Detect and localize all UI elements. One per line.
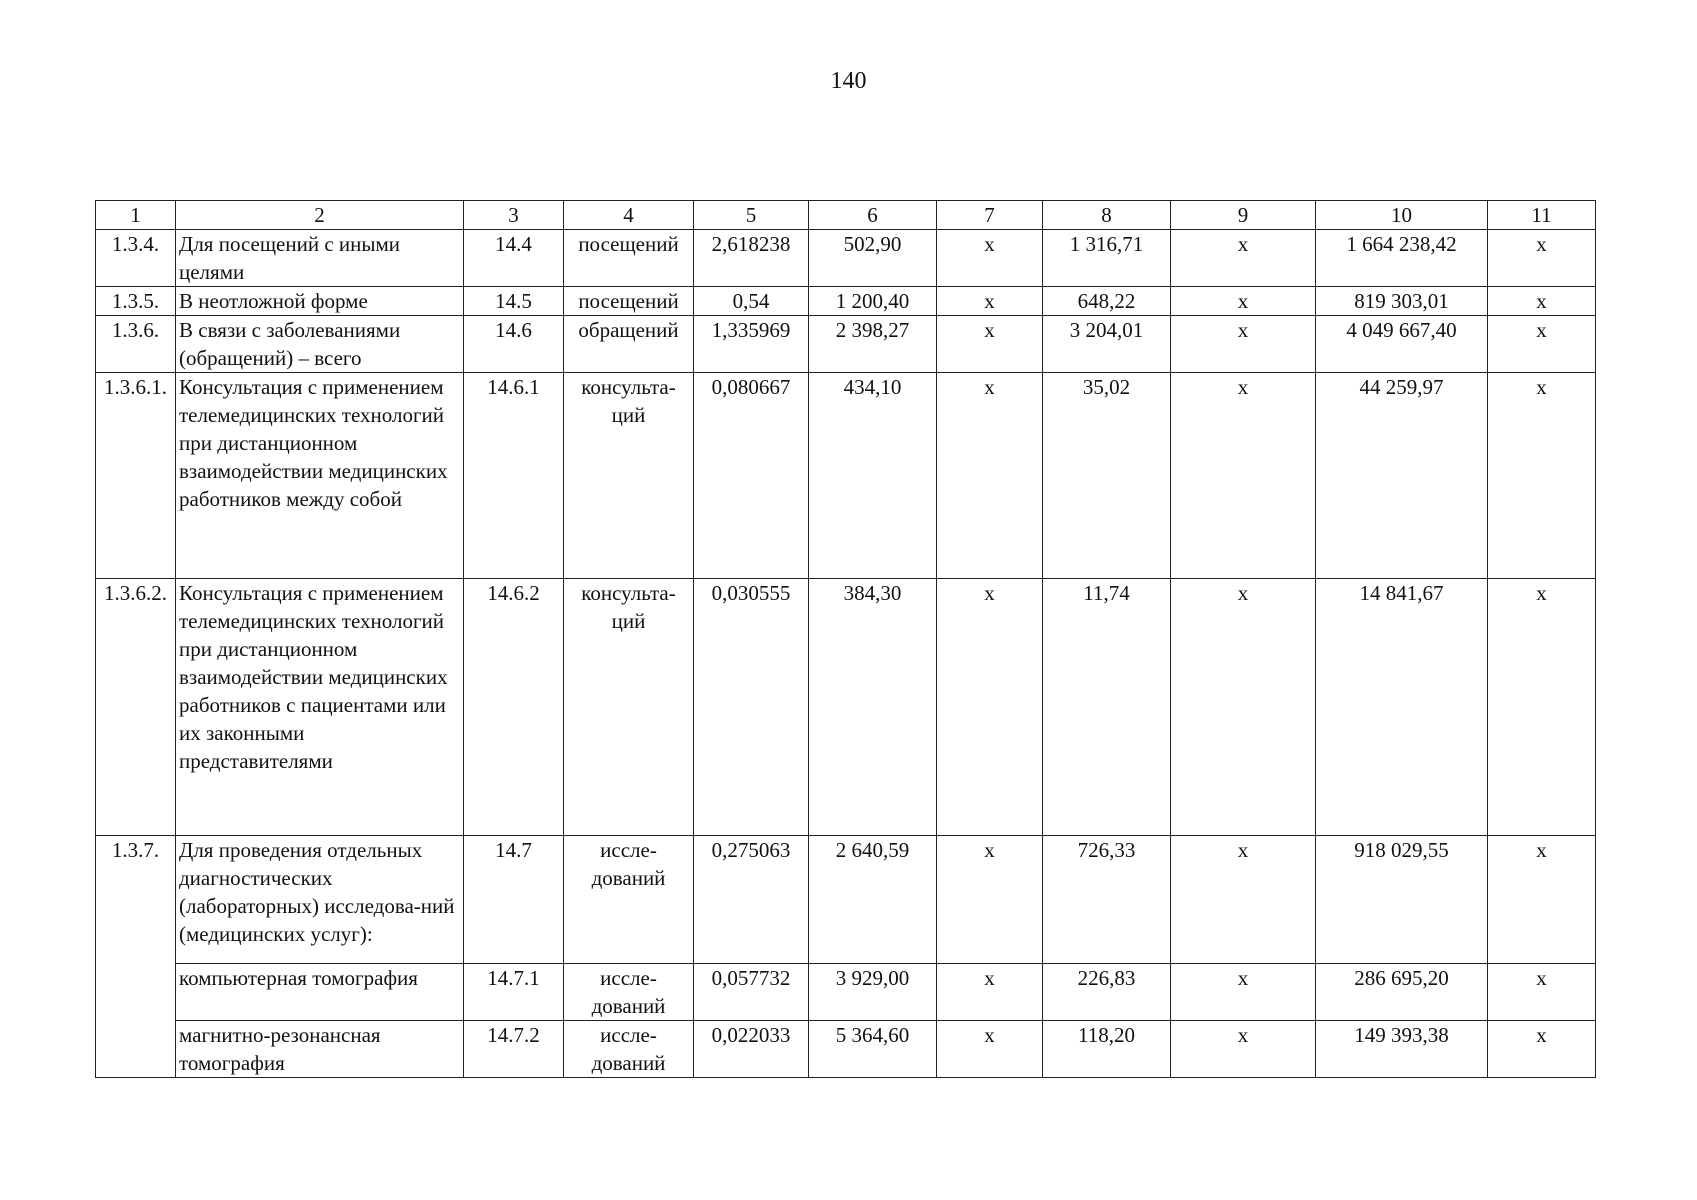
col10-cell: 918 029,55 bbox=[1316, 836, 1488, 964]
row-number-cell: 1.3.6. bbox=[96, 316, 176, 373]
col7-cell: х bbox=[937, 579, 1043, 836]
table-row bbox=[96, 316, 1596, 373]
col5-cell: 0,030555 bbox=[694, 579, 809, 836]
col10-cell: 1 664 238,42 bbox=[1316, 230, 1488, 287]
col9-cell: х bbox=[1171, 230, 1316, 287]
col11-cell: х bbox=[1488, 373, 1596, 579]
col6-cell: 5 364,60 bbox=[809, 1021, 937, 1078]
col6-cell: 384,30 bbox=[809, 579, 937, 836]
header-cell: 3 bbox=[464, 201, 564, 230]
row-code-cell: 14.5 bbox=[464, 287, 564, 316]
row-name-cell: компьютерная томография bbox=[176, 964, 464, 1021]
header-cell: 2 bbox=[176, 201, 464, 230]
row-code-cell: 14.6.2 bbox=[464, 579, 564, 836]
col11-cell: х bbox=[1488, 836, 1596, 964]
row-number-cell: 1.3.4. bbox=[96, 230, 176, 287]
col7-cell: х bbox=[937, 1021, 1043, 1078]
col8-cell: 648,22 bbox=[1043, 287, 1171, 316]
header-cell: 7 bbox=[937, 201, 1043, 230]
col11-cell: х bbox=[1488, 316, 1596, 373]
row-code-cell: 14.6.1 bbox=[464, 373, 564, 579]
col9-cell: х bbox=[1171, 579, 1316, 836]
table-row bbox=[96, 579, 1596, 836]
header-cell: 10 bbox=[1316, 201, 1488, 230]
col7-cell: х bbox=[937, 287, 1043, 316]
table-row bbox=[96, 836, 1596, 964]
col6-cell: 434,10 bbox=[809, 373, 937, 579]
col8-cell: 11,74 bbox=[1043, 579, 1171, 836]
col5-cell: 0,022033 bbox=[694, 1021, 809, 1078]
page-number: 140 bbox=[830, 68, 867, 94]
col5-cell: 0,080667 bbox=[694, 373, 809, 579]
table-row bbox=[96, 373, 1596, 579]
col8-cell: 226,83 bbox=[1043, 964, 1171, 1021]
col10-cell: 44 259,97 bbox=[1316, 373, 1488, 579]
row-code-cell: 14.6 bbox=[464, 316, 564, 373]
header-row bbox=[96, 201, 1596, 230]
row-name-cell: В неотложной форме bbox=[176, 287, 464, 316]
col5-cell: 2,618238 bbox=[694, 230, 809, 287]
row-name-cell: Консультация с применением телемедицинских технологий при дистанционном взаимодействии медицинских работников с пациентами или их законными представителями bbox=[176, 579, 464, 836]
table-row bbox=[96, 287, 1596, 316]
row-code-cell: 14.4 bbox=[464, 230, 564, 287]
row-name-cell: В связи с заболеваниями (обращений) – всего bbox=[176, 316, 464, 373]
col5-cell: 0,275063 bbox=[694, 836, 809, 964]
header-cell: 6 bbox=[809, 201, 937, 230]
row-unit-cell: консульта-ций bbox=[564, 579, 694, 836]
col9-cell: х bbox=[1171, 1021, 1316, 1078]
table-row bbox=[96, 1021, 1596, 1078]
row-name-cell: Для проведения отдельных диагностических (лабораторных) исследова-ний (медицинских услуг): bbox=[176, 836, 464, 964]
row-number-cell: 1.3.5. bbox=[96, 287, 176, 316]
col10-cell: 4 049 667,40 bbox=[1316, 316, 1488, 373]
row-number-cell: 1.3.7. bbox=[96, 836, 176, 1078]
col7-cell: х bbox=[937, 964, 1043, 1021]
col6-cell: 2 640,59 bbox=[809, 836, 937, 964]
col10-cell: 286 695,20 bbox=[1316, 964, 1488, 1021]
col9-cell: х bbox=[1171, 836, 1316, 964]
header-cell: 5 bbox=[694, 201, 809, 230]
table-row bbox=[96, 964, 1596, 1021]
header-cell: 9 bbox=[1171, 201, 1316, 230]
col7-cell: х bbox=[937, 230, 1043, 287]
row-code-cell: 14.7 bbox=[464, 836, 564, 964]
row-name-cell: Консультация с применением телемедицинских технологий при дистанционном взаимодействии медицинских работников между собой bbox=[176, 373, 464, 579]
col11-cell: х bbox=[1488, 230, 1596, 287]
row-name-cell: магнитно-резонансная томография bbox=[176, 1021, 464, 1078]
data-table bbox=[95, 200, 1596, 1078]
col11-cell: х bbox=[1488, 579, 1596, 836]
row-code-cell: 14.7.2 bbox=[464, 1021, 564, 1078]
col9-cell: х bbox=[1171, 287, 1316, 316]
col5-cell: 0,057732 bbox=[694, 964, 809, 1021]
col6-cell: 1 200,40 bbox=[809, 287, 937, 316]
row-unit-cell: иссле-дований bbox=[564, 1021, 694, 1078]
col9-cell: х bbox=[1171, 316, 1316, 373]
row-unit-cell: иссле-дований bbox=[564, 836, 694, 964]
row-number-cell: 1.3.6.1. bbox=[96, 373, 176, 579]
col11-cell: х bbox=[1488, 964, 1596, 1021]
col11-cell: х bbox=[1488, 287, 1596, 316]
col10-cell: 14 841,67 bbox=[1316, 579, 1488, 836]
col7-cell: х bbox=[937, 316, 1043, 373]
col9-cell: х bbox=[1171, 373, 1316, 579]
table-row bbox=[96, 230, 1596, 287]
col8-cell: 1 316,71 bbox=[1043, 230, 1171, 287]
row-unit-cell: посещений bbox=[564, 230, 694, 287]
header-cell: 4 bbox=[564, 201, 694, 230]
col6-cell: 2 398,27 bbox=[809, 316, 937, 373]
col9-cell: х bbox=[1171, 964, 1316, 1021]
row-unit-cell: иссле-дований bbox=[564, 964, 694, 1021]
col5-cell: 0,54 bbox=[694, 287, 809, 316]
col11-cell: х bbox=[1488, 1021, 1596, 1078]
row-code-cell: 14.7.1 bbox=[464, 964, 564, 1021]
header-cell: 11 bbox=[1488, 201, 1596, 230]
col8-cell: 35,02 bbox=[1043, 373, 1171, 579]
row-name-cell: Для посещений с иными целями bbox=[176, 230, 464, 287]
row-unit-cell: посещений bbox=[564, 287, 694, 316]
row-unit-cell: консульта-ций bbox=[564, 373, 694, 579]
row-unit-cell: обращений bbox=[564, 316, 694, 373]
header-cell: 1 bbox=[96, 201, 176, 230]
col7-cell: х bbox=[937, 836, 1043, 964]
col6-cell: 502,90 bbox=[809, 230, 937, 287]
header-cell: 8 bbox=[1043, 201, 1171, 230]
col8-cell: 726,33 bbox=[1043, 836, 1171, 964]
col8-cell: 3 204,01 bbox=[1043, 316, 1171, 373]
col5-cell: 1,335969 bbox=[694, 316, 809, 373]
col7-cell: х bbox=[937, 373, 1043, 579]
col6-cell: 3 929,00 bbox=[809, 964, 937, 1021]
col10-cell: 149 393,38 bbox=[1316, 1021, 1488, 1078]
col10-cell: 819 303,01 bbox=[1316, 287, 1488, 316]
row-number-cell: 1.3.6.2. bbox=[96, 579, 176, 836]
col8-cell: 118,20 bbox=[1043, 1021, 1171, 1078]
